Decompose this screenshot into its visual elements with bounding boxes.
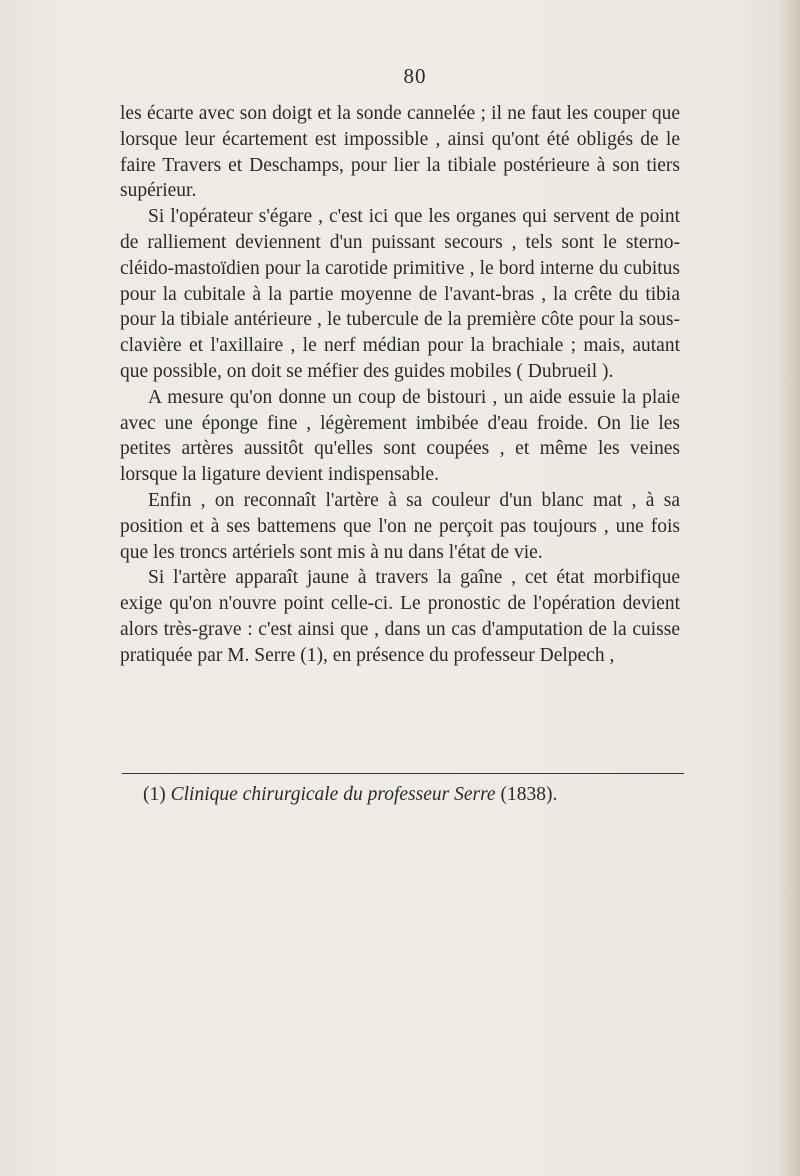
footnote-marker: (1) (143, 784, 166, 805)
footnote-title: Clinique chirurgicale du professeur Serre (170, 784, 496, 805)
paragraph-5: Si l'artère apparaît jaune à travers la gaîne , cet état morbifique exige qu'on n'ouvre point celle-ci. Le pronostic de l'opération devient alors très-grave : c'est ainsi que , dans un cas d'amputation de la cuisse pratiquée par M. Serre (1), en présence du professeur Delpech , (120, 567, 680, 666)
page-number: 80 (403, 64, 427, 88)
paragraph-2: Si l'opérateur s'égare , c'est ici que les organes qui servent de point de ralliement deviennent d'un puissant secours , tels sont le sterno-cléido-mastoïdien pour la carotide primitive , le bord interne du cubitus pour la cubitale à la partie moyenne de l'avant-bras , la crête du tibia pour la tibiale antérieure , le tubercule de la première côte pour la sous-clavière et l'axillaire , le nerf médian pour la brachiale ; mais, autant que possible, on doit se méfier des guides mobiles ( Dubrueil ). (120, 206, 680, 382)
body-text (120, 101, 680, 669)
footnote-rule (122, 773, 684, 774)
page-edge-shadow (778, 0, 800, 1176)
paragraph-3: A mesure qu'on donne un coup de bistouri , un aide essuie la plaie avec une éponge fine , légèrement imbibée d'eau froide. On lie les petites artères aussitôt qu'elles sont coupées , et même les veines lorsque la ligature devient indispensable. (120, 386, 680, 486)
footnote-year: (1838). (500, 784, 558, 805)
paragraph-1: les écarte avec son doigt et la sonde cannelée ; il ne faut les couper que lorsque leur écartement est impossible , ainsi qu'ont été obligés de le faire Travers et Deschamps, pour lier la tibiale postérieure à son tiers supérieur. (120, 103, 680, 202)
paragraph-4: Enfin , on reconnaît l'artère à sa couleur d'un blanc mat , à sa position et à ses battemens que l'on ne perçoit pas toujours , une fois que les troncs artériels sont mis à nu dans l'état de vie. (120, 489, 680, 563)
footnote (143, 783, 703, 807)
